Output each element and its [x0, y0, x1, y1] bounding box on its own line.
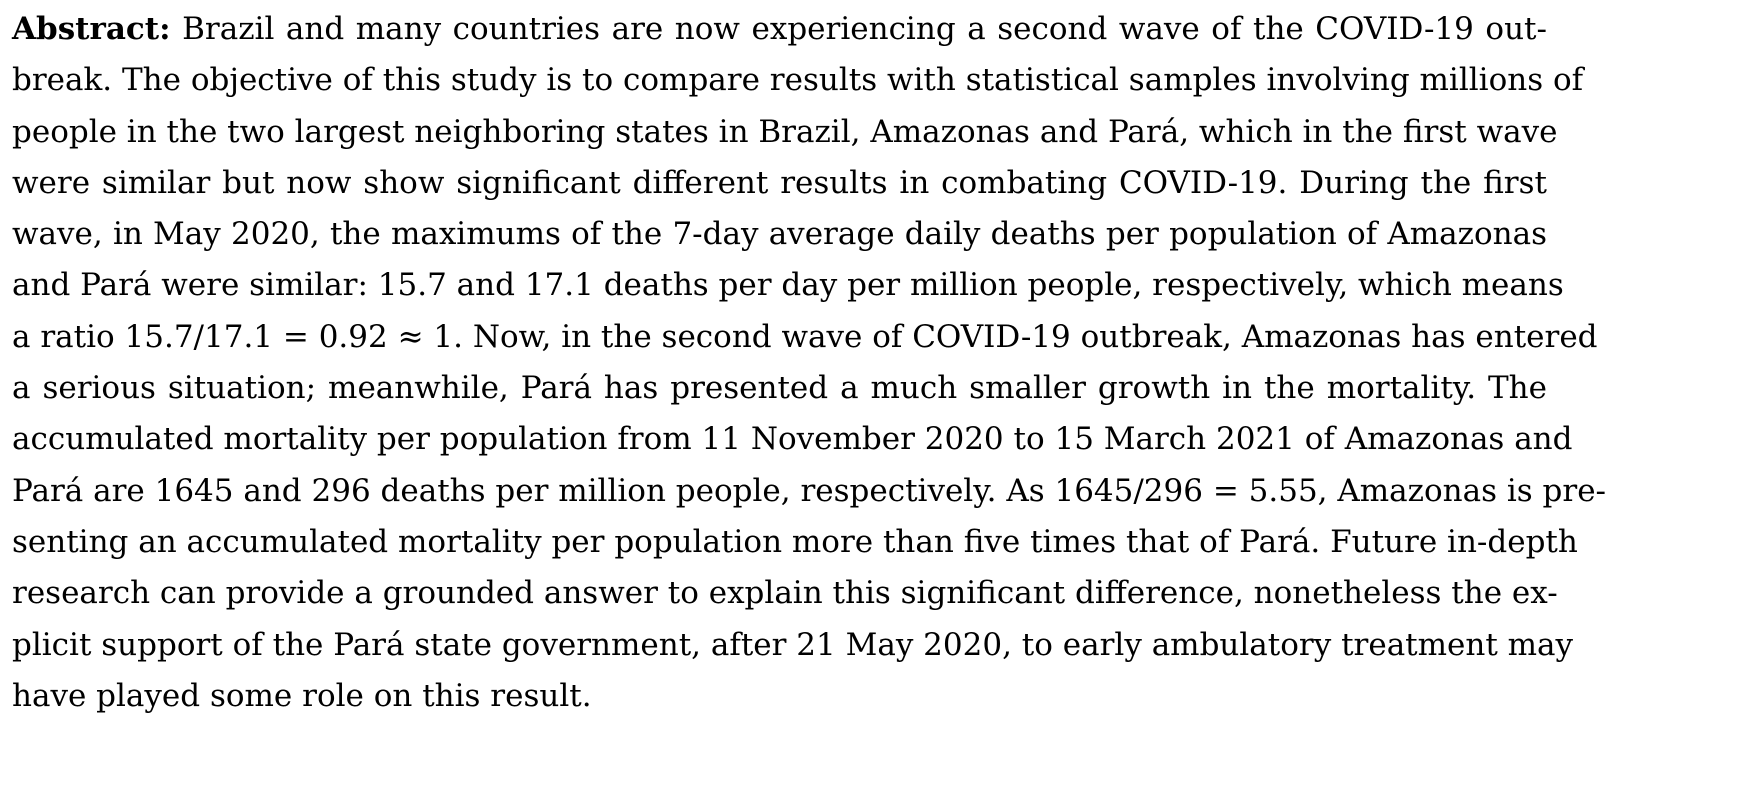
abstract-line: plicit support of the Pará state government, after 21 May 2020, to early ambulatory treatment may [12, 626, 1574, 663]
abstract-line: break. The objective of this study is to compare results with statistical samples involving millions of [12, 62, 1584, 99]
abstract-line: senting an accumulated mortality per population more than five times that of Pará. Future in-depth [12, 523, 1578, 560]
abstract-line: and Pará were similar: 15.7 and 17.1 deaths per day per million people, respectively, which means [12, 267, 1564, 304]
abstract-line: research can provide a grounded answer to explain this significant difference, nonetheless the ex- [12, 575, 1558, 612]
abstract-line: have played some role on this result. [12, 677, 592, 714]
abstract-paragraph [12, 4, 1607, 722]
abstract-line: accumulated mortality per population from 11 November 2020 to 15 March 2021 of Amazonas and [12, 421, 1573, 458]
abstract-label: Abstract: [12, 11, 171, 47]
abstract-line: wave, in May 2020, the maximums of the 7-day average daily deaths per population of Amazonas [12, 216, 1547, 253]
abstract-line-text: Brazil and many countries are now experiencing a second wave of the COVID-19 out- [170, 11, 1547, 47]
abstract-line: people in the two largest neighboring states in Brazil, Amazonas and Pará, which in the first wave [12, 113, 1558, 150]
abstract-line: a serious situation; meanwhile, Pará has presented a much smaller growth in the mortality. The [12, 370, 1547, 407]
abstract-line: Pará are 1645 and 296 deaths per million people, respectively. As 1645/296 = 5.55, Amazonas is pre- [12, 472, 1607, 509]
abstract-line: a ratio 15.7/17.1 = 0.92 ≈ 1. Now, in the second wave of COVID-19 outbreak, Amazonas has entered [12, 318, 1598, 355]
abstract-line: were similar but now show significant different results in combating COVID-19. During the first [12, 164, 1547, 201]
abstract-line [12, 4, 1547, 55]
